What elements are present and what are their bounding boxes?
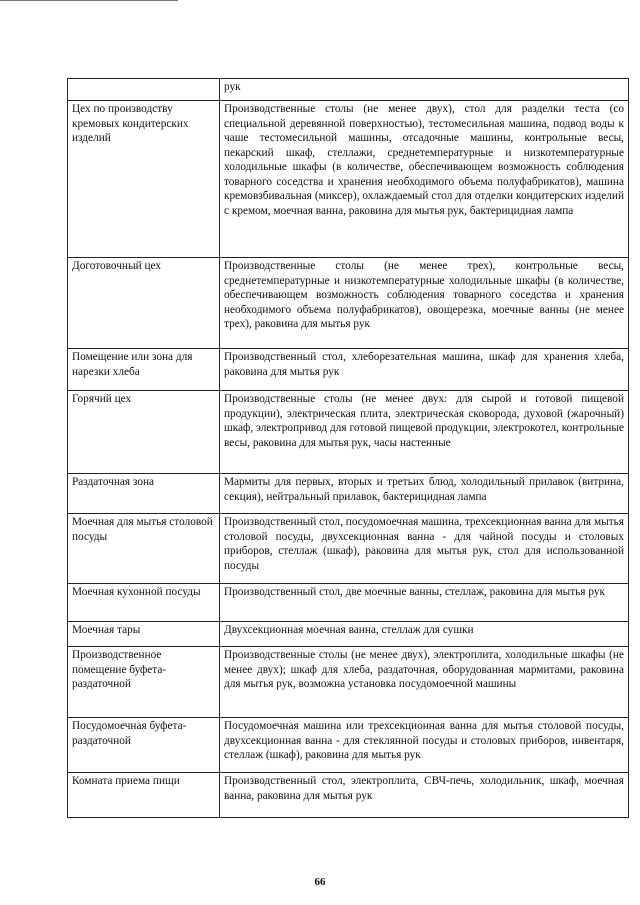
table-row	[68, 79, 629, 101]
table-row	[68, 773, 629, 818]
top-rule	[0, 0, 178, 1]
room-cell: Посудомоечная буфета-раздаточной	[68, 718, 220, 773]
equipment-cell: Производственный стол, две моечные ванны, стеллаж, раковина для мытья рук	[220, 584, 629, 622]
table-row	[68, 474, 629, 514]
table-row	[68, 514, 629, 584]
equipment-cell: Мармиты для первых, вторых и третьих блюд, холодильный прилавок (витрина, секция), нейтральный прилавок, бактерицидная лампа	[220, 474, 629, 514]
equipment-cell: Производственные столы (не менее двух), стол для разделки теста (со специальной деревянной поверхностью), тестомесильная машина, подвод воды к чаше тестомесильной машины, отсадочные машины, контрольные весы, пекарский шкаф, стеллажи, среднетемпературные и низкотемпературные холодильные шкафы (в количестве, обеспечивающем возможность соблюдения товарного соседства и хранения необходимого объема полуфабрикатов), машина кремовзбивальная (миксер), охлаждаемый стол для отделки кондитерских изделий с кремом, моечная ванна, раковина для мытья рук, бактерицидная лампа	[220, 101, 629, 258]
equipment-cell: Производственный стол, посудомоечная машина, трехсекционная ванна для мытья столовой посуды, двухсекционная ванна - для чайной посуды и столовых приборов, стеллаж (шкаф), раковина для мытья рук, стол для использованной посуды	[220, 514, 629, 584]
room-cell: Комната приема пищи	[68, 773, 220, 818]
table-row	[68, 718, 629, 773]
equipment-cell: Производственный стол, электроплита, СВЧ-печь, холодильник, шкаф, моечная ванна, раковина для мытья рук	[220, 773, 629, 818]
room-cell: Цех по производству кремовых кондитерских изделий	[68, 101, 220, 258]
room-cell: Горячий цех	[68, 391, 220, 474]
room-cell: Моечная тары	[68, 622, 220, 647]
equipment-cell: Двухсекционная моечная ванна, стеллаж для сушки	[220, 622, 629, 647]
equipment-cell: рук	[220, 79, 629, 101]
room-cell: Моечная для мытья столовой посуды	[68, 514, 220, 584]
page-number: 66	[314, 876, 326, 888]
room-cell: Раздаточная зона	[68, 474, 220, 514]
equipment-cell: Производственные столы (не менее трех), контрольные весы, среднетемпературные и низкотемпературные холодильные шкафы (в количестве, обеспечивающем возможность соблюдения товарного соседства и хранения необходимого объема полуфабрикатов), овощерезка, моечные ванны (не менее трех), раковина для мытья рук	[220, 258, 629, 349]
table-row	[68, 584, 629, 622]
table-row	[68, 349, 629, 391]
room-cell: Производственное помещение буфета-раздаточной	[68, 647, 220, 718]
equipment-cell: Посудомоечная машина или трехсекционная ванна для мытья столовой посуды, двухсекционная ванна - для стеклянной посуды и столовых приборов, инвентаря, стеллаж (шкаф), раковина для мытья рук	[220, 718, 629, 773]
equipment-cell: Производственные столы (не менее двух: для сырой и готовой пищевой продукции), электрическая плита, электрическая сковорода, духовой (жарочный) шкаф, электропривод для готовой пищевой продукции, электрокотел, контрольные весы, раковина для мытья рук, часы настенные	[220, 391, 629, 474]
table-row	[68, 647, 629, 718]
equipment-table	[67, 78, 629, 818]
table-row	[68, 622, 629, 647]
table-row	[68, 258, 629, 349]
table-row	[68, 101, 629, 258]
equipment-cell: Производственные столы (не менее двух), электроплита, холодильные шкафы (не менее двух); шкаф для хлеба, раздаточная, оборудованная мармитами, раковина для мытья рук, возможна установка посудомоечной машины	[220, 647, 629, 718]
room-cell	[68, 79, 220, 101]
equipment-cell: Производственный стол, хлеборезательная машина, шкаф для хранения хлеба, раковина для мытья рук	[220, 349, 629, 391]
room-cell: Моечная кухонной посуды	[68, 584, 220, 622]
room-cell: Доготовочный цех	[68, 258, 220, 349]
room-cell: Помещение или зона для нарезки хлеба	[68, 349, 220, 391]
table-row	[68, 391, 629, 474]
